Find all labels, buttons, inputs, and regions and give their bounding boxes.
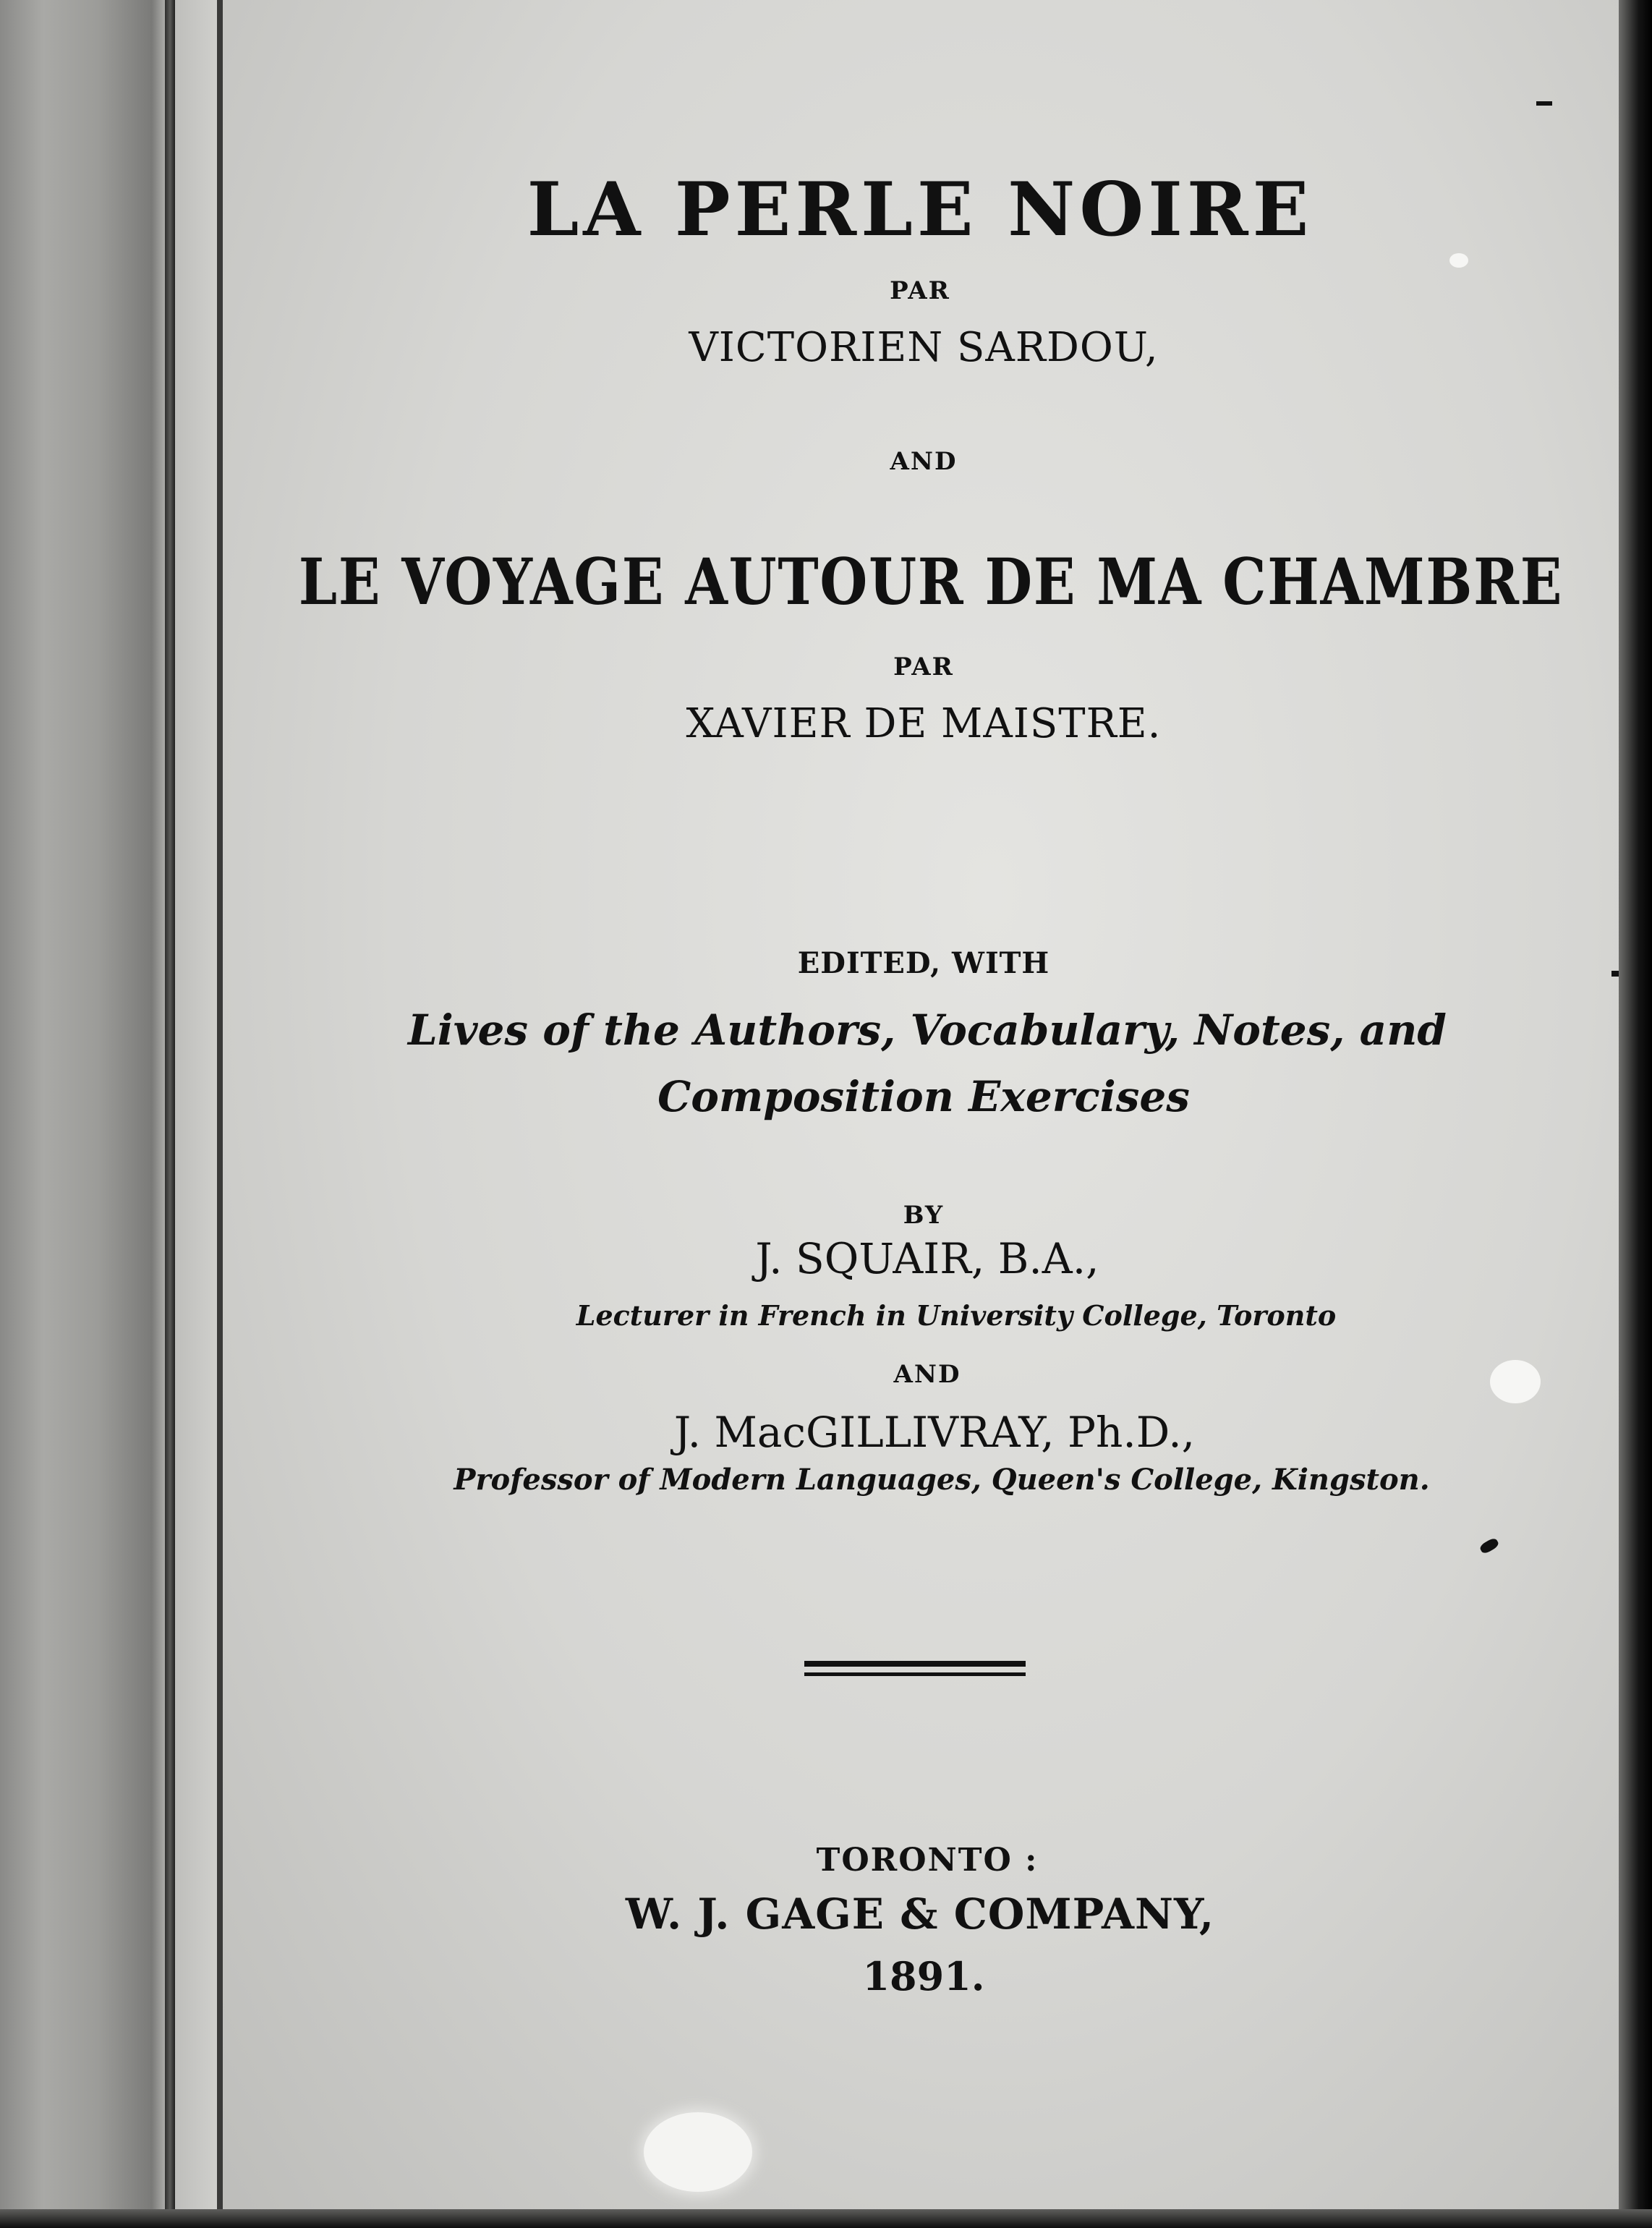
author-sardou: VICTORIEN SARDOU, bbox=[689, 324, 1159, 371]
editor-macgillivray: J. MacGILLIVRAY, Ph.D., bbox=[673, 1408, 1196, 1457]
editor-squair: J. SQUAIR, B.A., bbox=[755, 1234, 1099, 1283]
imprint-place: TORONTO : bbox=[816, 1842, 1039, 1879]
paper-blemish bbox=[1490, 1360, 1541, 1403]
edited-with-label: EDITED, WITH bbox=[797, 946, 1050, 980]
library-stamp bbox=[644, 2112, 752, 2192]
par-label-2: PAR bbox=[893, 652, 954, 681]
paper-blemish bbox=[1449, 253, 1468, 268]
contents-line-2: Composition Exercises bbox=[657, 1072, 1190, 1121]
and-label-1: AND bbox=[890, 447, 958, 476]
editor-squair-affiliation: Lecturer in French in University College, Toronto bbox=[576, 1299, 1337, 1332]
author-de-maistre: XAVIER DE MAISTRE. bbox=[686, 700, 1162, 747]
and-label-2: AND bbox=[893, 1360, 961, 1389]
editor-macgillivray-affiliation: Professor of Modern Languages, Queen's College, Kingston. bbox=[454, 1463, 1430, 1497]
scan-bottom-border bbox=[0, 2209, 1652, 2228]
by-label: BY bbox=[903, 1201, 945, 1230]
second-title: LE VOYAGE AUTOUR DE MA CHAMBRE bbox=[298, 544, 1564, 619]
par-label-1: PAR bbox=[890, 276, 950, 305]
double-rule-top bbox=[804, 1661, 1026, 1667]
imprint-year: 1891. bbox=[862, 1953, 985, 1999]
main-title: LA PERLE NOIRE bbox=[527, 166, 1313, 253]
double-rule-bottom bbox=[804, 1672, 1026, 1676]
ink-speck bbox=[1536, 101, 1552, 106]
imprint-publisher: W. J. GAGE & COMPANY, bbox=[625, 1889, 1215, 1939]
scan-right-border bbox=[1619, 0, 1652, 2228]
contents-line-1: Lives of the Authors, Vocabulary, Notes, and bbox=[408, 1005, 1447, 1055]
